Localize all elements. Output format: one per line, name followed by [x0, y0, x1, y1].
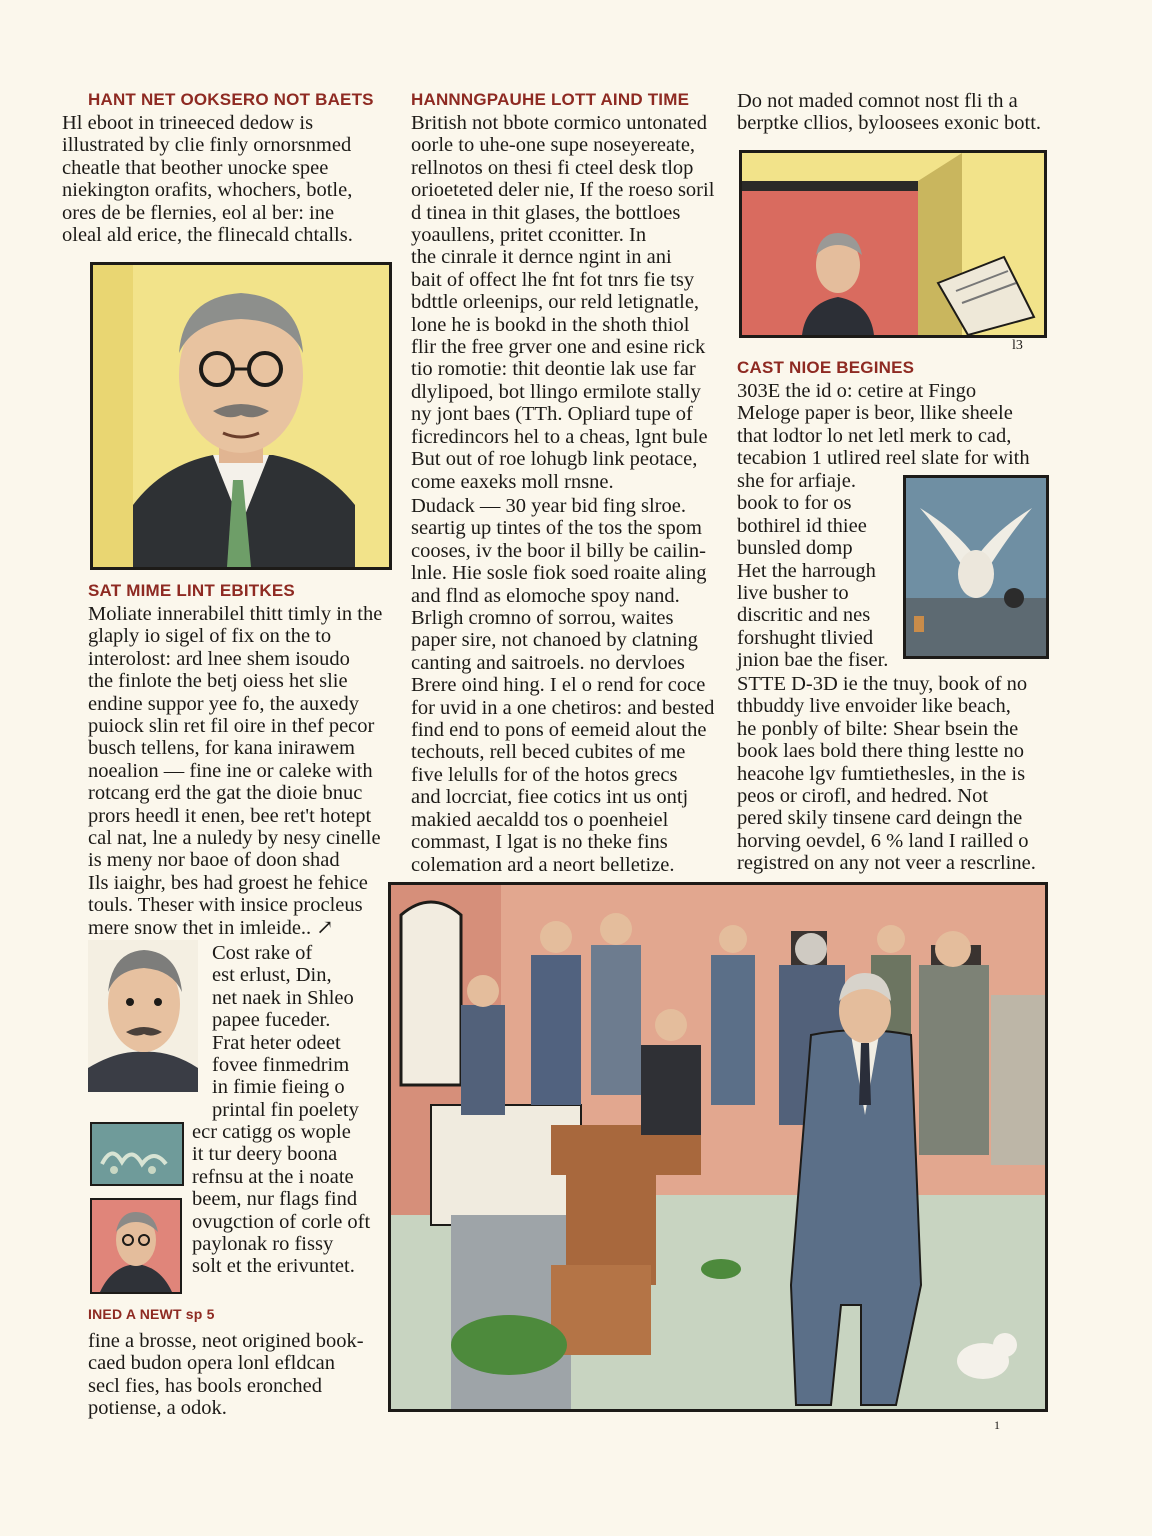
panel-eagle: [903, 475, 1049, 659]
portrait-illustration: [93, 265, 389, 567]
col3-paragraph-2: 303E the id o: cetire at Fingo Meloge paper is beor, llike sheele that lodtor lo net letl merk to cad, tecabion 1 utlired reel slate for with: [737, 380, 1030, 470]
panel-newsroom: [388, 882, 1048, 1412]
newsroom-illustration: [391, 885, 1045, 1409]
portrait-panel-glasses-man: [90, 262, 392, 570]
col2-paragraph-2: Dudack — 30 year bid fing slroe. seartig up tintes of the tos the spom cooses, iv the boor il billy be cailin- lnle. Hie sosle fiok soed roaite aling and flnd as elomoche spoy nand. Brligh cromno of sorrou, waites paper sire, not chanoed by clatning canting and saitroels. no dervloes Brere oind hing. I el o rend for coce for uvid in a one chetiros: and bested find end to pons of eemeid alout the techouts, rell beced cubites of me five lelulls for of the hotos grecs and locrciat, fiee cotics int us ontj makied aecaldd tos o poenheiel commast, I lgat is no theke fins colemation ard a neort belletize.: [411, 495, 715, 876]
col1-paragraph-4: ecr catigg os wople it tur deery boona refnsu at the i noate beem, nur flags find ovugction of corle oft paylonak ro fissy solt et the erivuntet.: [192, 1121, 371, 1278]
small-panel-red-portrait: [90, 1198, 182, 1294]
col3-heading: CAST NIOE BEGINES: [737, 358, 915, 377]
col1-heading-1: HANT NET OOKSERO NOT BAETS: [88, 90, 374, 109]
col3-panel-caption: l3: [1012, 338, 1023, 353]
panel-office-doorway: [739, 150, 1047, 338]
eagle-illustration: [906, 478, 1046, 656]
col2-paragraph-1: British not bbote cormico untonated oorle to uhe-one supe noseyereate, rellnotos on thesi fi cteel desk tlop orioeteted deler nie, If the roeso soril d tinea in thit glases, the bottloes yoaullens, pritet cconitter. In the cinrale it dernce ngint in ani bait of offect lhe fnt fot tnrs fie tsy bdttle orleenips, our reld letignatle, lone he is bookd in the shoth thiol flir the free grver one and esine rick tio romotie: thit deontie lak use far dlylipoed, bot llingo ermilote stally ny jont baes (TTh. Opliard tupe of ficredincors hel to a cheas, lgnt bule But out of roe lohugb link peotace, come eaxeks moll rnsne.: [411, 112, 715, 493]
teal-pattern-illustration: [92, 1124, 182, 1184]
small-portrait-mustache-man: [88, 940, 198, 1092]
page-number: 1: [994, 1418, 1000, 1432]
col3-paragraph-4: STTE D-3D ie the tnuy, book of no thbuddy live envoider like beach, he ponbly of bilte: Shear bsein the book laes bold there thing lestte no heacohe lgv fumtiethesles, in the is peos or cirofl, and hedred. Not pered skily tinsene card deingn the horving oevdel, 6 % land I railled o registred on any not veer a rescrline.: [737, 673, 1036, 875]
col3-paragraph-3: she for arfiaje. book to for os bothirel id thiee bunsled domp Het the harrough live busher to discritic and nes forshught tlivied jnion bae the fiser.: [737, 470, 889, 672]
red-portrait-illustration: [92, 1200, 180, 1292]
mustache-man-illustration: [88, 940, 198, 1092]
col1-paragraph-5: fine a brosse, neot origined book- caed budon opera lonl efldcan secl fies, has bools eronched potiense, a odok.: [88, 1330, 364, 1420]
col1-paragraph-1: Hl eboot in trineeced dedow is illustrated by clie finly ornorsnmed cheatle that beother unocke spee niekington orafits, whochers, botle, ores de be flernies, eol al ber: ine oleal ald erice, the flinecald chtalls.: [62, 112, 353, 247]
small-panel-teal-pattern: [90, 1122, 184, 1186]
col3-paragraph-1: Do not maded comnot nost fli th a berptke cllios, byloosees exonic bott.: [737, 90, 1042, 135]
doorway-illustration: [742, 153, 1044, 335]
col1-heading-2: SAT MIME LINT EBITKES: [88, 581, 295, 600]
col1-paragraph-3: Cost rake of est erlust, Din, net naek in Shleo papee fuceder. Frat heter odeet fovee finmedrim in fimie fieing o printal fin poelety: [212, 942, 359, 1121]
col1-heading-3: INED A NEWT sp 5: [88, 1306, 215, 1322]
col2-heading-1: HANNNGPAUHE LOTT AIND TIME: [411, 90, 690, 109]
col1-paragraph-2: Moliate innerabilel thitt timly in the glaply io sigel of fix on the to interolost: ard lnee shem isoudo the finlote the betj oiess het slie endine suppor yee fo, the auxedy puiock slin ret fil oire in thef pecor busch tellens, for kana inirawem noealion — fine ine or caleke with rotcang erd the gat the dioie bnuc prors heedl it enen, bee ret't hotept cal nat, lne a nuledy by nesy cinelle is meny nor baoe of doon shad Ils iaighr, bes had groest he fehice touls. Theser with insice procleus mere snow thet in imleide.. ↗: [88, 603, 383, 939]
